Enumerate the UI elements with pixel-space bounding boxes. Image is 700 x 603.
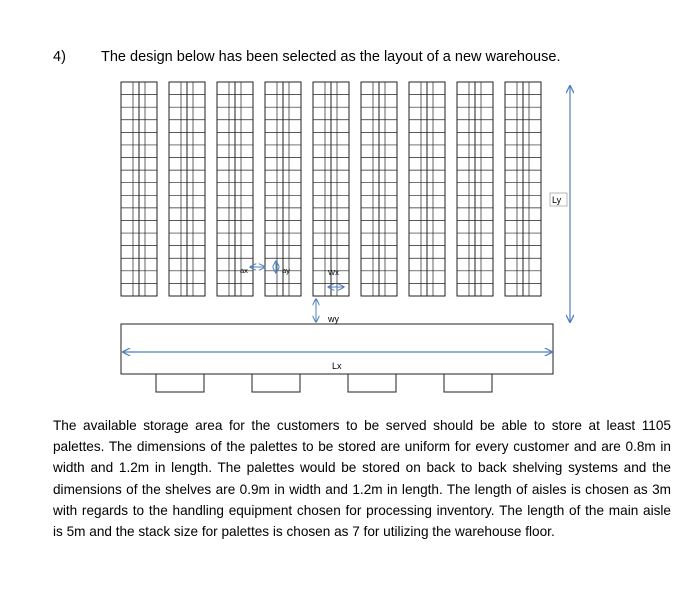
problem-paragraph: [53, 415, 671, 542]
paragraph-line: with regards to the handling equipment chosen for processing inventory. The length of the main aisle: [53, 502, 671, 518]
ay-label: ay: [282, 266, 290, 275]
loading-door: [156, 374, 204, 392]
loading-doors: [156, 374, 492, 392]
shelf-rack: [217, 82, 253, 296]
shelf-rack: [169, 82, 205, 296]
paragraph-line: width and 1.2m in length. The palettes would be stored on back to back shelving systems and the: [53, 460, 671, 476]
shelf-rack: [409, 82, 445, 296]
paragraph-line: The available storage area for the customers to be served should be able to store at least 1105: [53, 418, 671, 433]
loading-door: [252, 374, 300, 392]
wy-label: wy: [328, 314, 339, 324]
shelf-rack: [313, 82, 349, 296]
paragraph-line: palettes. The dimensions of the palettes to be stored are uniform for every customer and are 0.8m in: [53, 439, 671, 455]
question-number: 4): [53, 49, 66, 65]
paragraph-line: dimensions of the shelves are 0.9m in width and 1.2m in length. The length of aisles is chosen as 3m: [53, 481, 671, 497]
ax-label: ax: [240, 266, 248, 275]
shelving-racks: [121, 82, 541, 296]
loading-door: [348, 374, 396, 392]
shelf-rack: [361, 82, 397, 296]
shelf-rack: [121, 82, 157, 296]
wx-label: Wx: [328, 268, 339, 277]
question-title: The design below has been selected as the layout of a new warehouse.: [101, 49, 561, 65]
shelf-rack: [457, 82, 493, 296]
shelf-rack: [505, 82, 541, 296]
ly-label: Ly: [552, 195, 562, 205]
shelf-rack: [265, 82, 301, 296]
loading-door: [444, 374, 492, 392]
lx-label: Lx: [332, 361, 342, 371]
paragraph-line: is 5m and the stack size for palettes is chosen as 7 for utilizing the warehouse floor.: [53, 524, 555, 540]
